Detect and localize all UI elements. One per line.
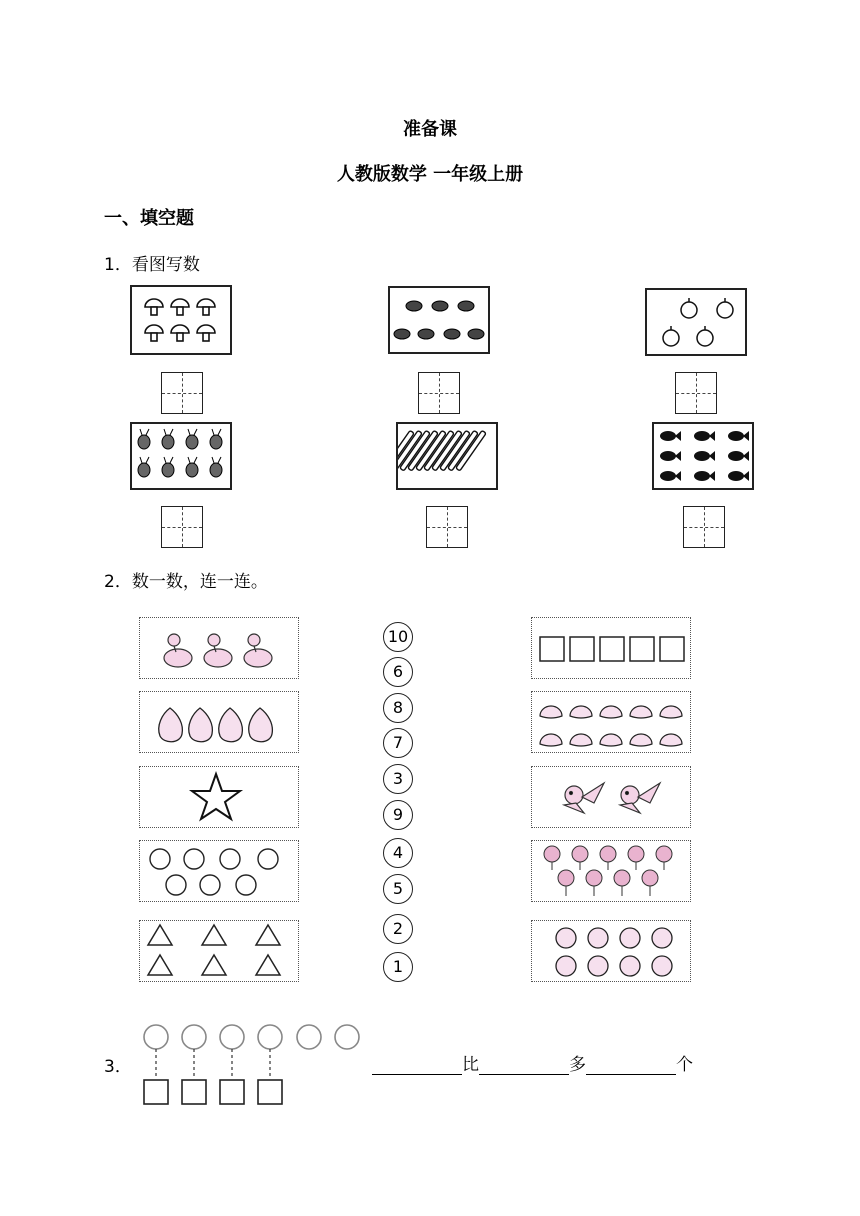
frog-icon	[390, 288, 488, 352]
blank-2[interactable]	[479, 1056, 569, 1075]
question-3-label: 3．	[104, 1057, 132, 1077]
number-circle-10[interactable]: 10	[383, 622, 413, 652]
answer-grid-1[interactable]	[161, 372, 203, 414]
star-icon	[140, 767, 298, 827]
match-box-apples[interactable]	[531, 920, 691, 982]
duck-icon	[140, 618, 298, 678]
apple-icon	[532, 921, 690, 981]
answer-grid-2[interactable]	[418, 372, 460, 414]
picture-box-mushrooms	[130, 285, 232, 355]
word-duo: 多	[569, 1055, 586, 1075]
blank-1[interactable]	[372, 1056, 462, 1075]
word-bi: 比	[462, 1055, 479, 1075]
triangle-icon	[140, 921, 298, 981]
match-box-star[interactable]	[139, 766, 299, 828]
match-box-flowers[interactable]	[531, 840, 691, 902]
picture-box-rabbits	[130, 422, 232, 490]
match-box-ducks[interactable]	[139, 617, 299, 679]
number-circle-7[interactable]: 7	[383, 728, 413, 758]
match-box-pears[interactable]	[139, 691, 299, 753]
apple-icon	[647, 290, 745, 354]
fish-icon	[654, 424, 752, 488]
picture-box-frogs	[388, 286, 490, 354]
rabbit-icon	[132, 424, 230, 488]
answer-grid-5[interactable]	[426, 506, 468, 548]
number-circle-9[interactable]: 9	[383, 800, 413, 830]
stick-icon	[398, 424, 496, 488]
picture-box-apples	[645, 288, 747, 356]
number-circle-8[interactable]: 8	[383, 693, 413, 723]
number-circle-2[interactable]: 2	[383, 914, 413, 944]
number-circle-5[interactable]: 5	[383, 874, 413, 904]
fill-in-sentence	[372, 1050, 693, 1075]
number-circle-1[interactable]: 1	[383, 952, 413, 982]
match-box-squares[interactable]	[531, 617, 691, 679]
picture-box-fish	[652, 422, 754, 490]
flower-icon	[532, 841, 690, 901]
page-title: 准备课	[403, 119, 457, 140]
comparison-figure	[140, 1022, 370, 1112]
match-box-peaches[interactable]	[531, 691, 691, 753]
circle-icon	[140, 841, 298, 901]
number-circle-4[interactable]: 4	[383, 838, 413, 868]
answer-grid-3[interactable]	[675, 372, 717, 414]
peach-icon	[532, 692, 690, 752]
circle-square-icon	[140, 1022, 370, 1112]
answer-grid-6[interactable]	[683, 506, 725, 548]
match-box-triangles[interactable]	[139, 920, 299, 982]
blank-3[interactable]	[586, 1056, 676, 1075]
number-circle-3[interactable]: 3	[383, 764, 413, 794]
mushroom-icon	[132, 287, 230, 353]
match-box-circles[interactable]	[139, 840, 299, 902]
answer-grid-4[interactable]	[161, 506, 203, 548]
word-ge: 个	[676, 1055, 693, 1075]
picture-box-sticks	[396, 422, 498, 490]
question-1-label: 1．看图写数	[104, 255, 200, 275]
square-icon	[532, 618, 690, 678]
number-circle-6[interactable]: 6	[383, 657, 413, 687]
bird-icon	[532, 767, 690, 827]
match-box-birds[interactable]	[531, 766, 691, 828]
page-subtitle: 人教版数学 一年级上册	[336, 164, 524, 185]
pear-icon	[140, 692, 298, 752]
question-2-label: 2．数一数，连一连。	[104, 572, 268, 592]
section-heading: 一、填空题	[104, 208, 194, 229]
